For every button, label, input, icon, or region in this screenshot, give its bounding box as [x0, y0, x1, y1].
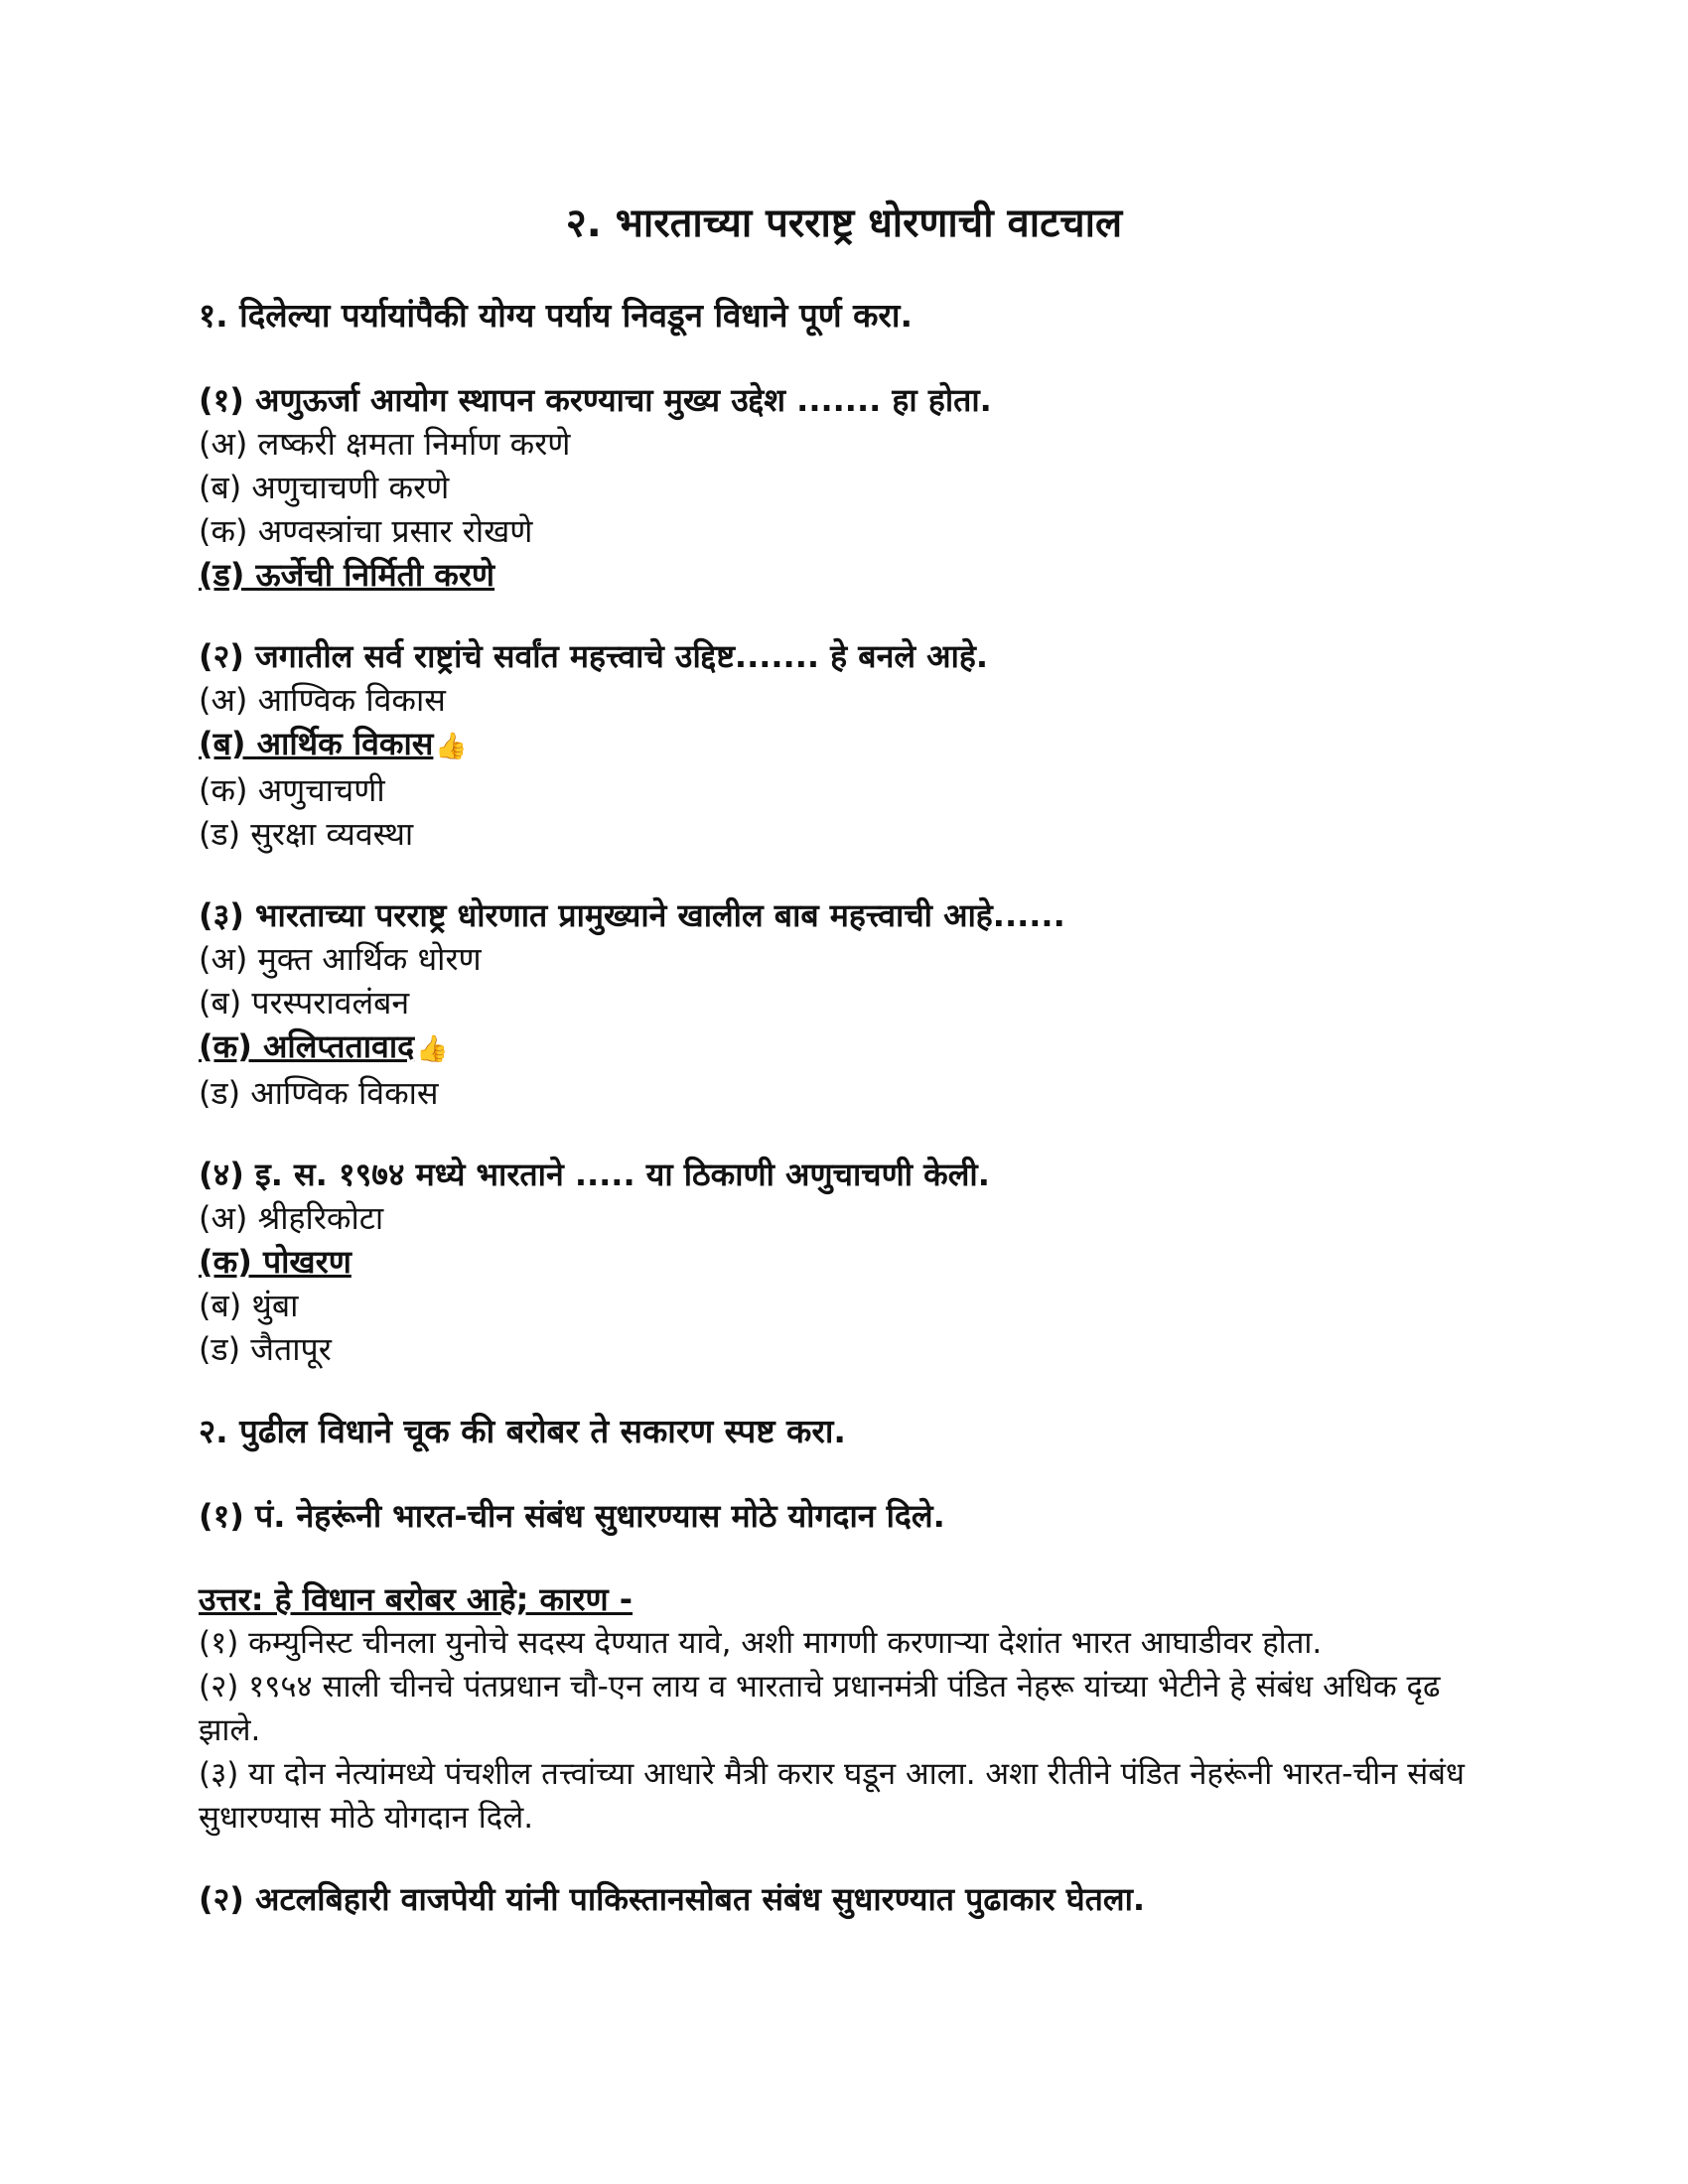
option-item: (अ) लष्करी क्षमता निर्माण करणे: [199, 425, 571, 463]
answer-heading: उत्तर: हे विधान बरोबर आहे; कारण -: [199, 1580, 633, 1618]
document-page: [199, 194, 1489, 1921]
option-item: (ब) अणुचाचणी करणे: [199, 469, 450, 506]
statement-2: (२) अटलबिहारी वाजपेयी यांनी पाकिस्तानसोबत संबंध सुधारण्यात पुढाकार घेतला.: [199, 1880, 1146, 1918]
thumbs-up-icon: 👍: [435, 732, 468, 761]
question-text: (३) भारताच्या परराष्ट्र धोरणात प्रामुख्याने खालील बाब महत्त्वाची आहे......: [199, 896, 1065, 934]
option-item: (क) अण्वस्त्रांचा प्रसार रोखणे: [199, 512, 533, 550]
option-item: (ड) आण्विक विकास: [199, 1074, 439, 1112]
correct-option-item: (ड) ऊर्जेची निर्मिती करणे: [199, 556, 495, 594]
answer-point: (२) १९५४ साली चीनचे पंतप्रधान चौ-एन लाय व भारताचे प्रधानमंत्री पंडित नेहरू यांच्या भेटीने हे संबंध अधिक दृढ झाले.: [199, 1669, 1441, 1748]
option-item: (ड) सुरक्षा व्यवस्था: [199, 815, 414, 853]
question-text: (२) जगातील सर्व राष्ट्रांचे सर्वांत महत्त्वाचे उद्दिष्ट....... हे बनले आहे.: [199, 637, 989, 675]
section-2-heading: २. पुढील विधाने चूक की बरोबर ते सकारण स्पष्ट करा.: [199, 1412, 846, 1450]
option-item: (अ) मुक्त आर्थिक धोरण: [199, 940, 482, 978]
page-title: २. भारताच्या परराष्ट्र धोरणाची वाटचाल: [565, 201, 1123, 246]
question-text: (१) अणुऊर्जा आयोग स्थापन करण्याचा मुख्य उद्देश ....... हा होता.: [199, 381, 992, 419]
answer-point: (१) कम्युनिस्ट चीनला युनोचे सदस्य देण्यात यावे, अशी मागणी करणाऱ्या देशांत भारत आघाडीवर होता.: [199, 1625, 1323, 1661]
correct-option-item: [199, 722, 1489, 768]
option-item: (ब) थुंबा: [199, 1287, 299, 1324]
answer-point: (३) या दोन नेत्यांमध्ये पंचशील तत्त्वांच्या आधारे मैत्री करार घडून आला. अशा रीतीने पंडित नेहरूंनी भारत-चीन संबंध सुधारण्यास मोठे योगदान दिले.: [199, 1756, 1465, 1836]
option-text: (ब) आर्थिक विकास: [199, 725, 434, 762]
question-block-2: [199, 634, 1489, 856]
statement-1: (१) पं. नेहरूंनी भारत-चीन संबंध सुधारण्यास मोठे योगदान दिले.: [199, 1497, 945, 1535]
option-item: (ब) परस्परावलंबन: [199, 984, 410, 1022]
option-item: (अ) श्रीहरिकोटा: [199, 1199, 384, 1237]
option-text: (क) अलिप्ततावाद: [199, 1027, 415, 1065]
question-block-1: [199, 378, 1489, 597]
option-item: (ड) जैतापूर: [199, 1330, 332, 1368]
option-item: (क) अणुचाचणी: [199, 771, 385, 809]
option-item: (अ) आण्विक विकास: [199, 681, 446, 719]
section-1-heading: १. दिलेल्या पर्यायांपैकी योग्य पर्याय निवडून विधाने पूर्ण करा.: [199, 296, 914, 335]
question-block-3: [199, 893, 1489, 1115]
question-block-4: [199, 1153, 1489, 1371]
correct-option-item: (क) पोखरण: [199, 1243, 352, 1281]
thumbs-up-icon: 👍: [416, 1034, 449, 1064]
correct-option-item: [199, 1024, 1489, 1071]
question-text: (४) इ. स. १९७४ मध्ये भारताने ..... या ठिकाणी अणुचाचणी केली.: [199, 1156, 990, 1193]
